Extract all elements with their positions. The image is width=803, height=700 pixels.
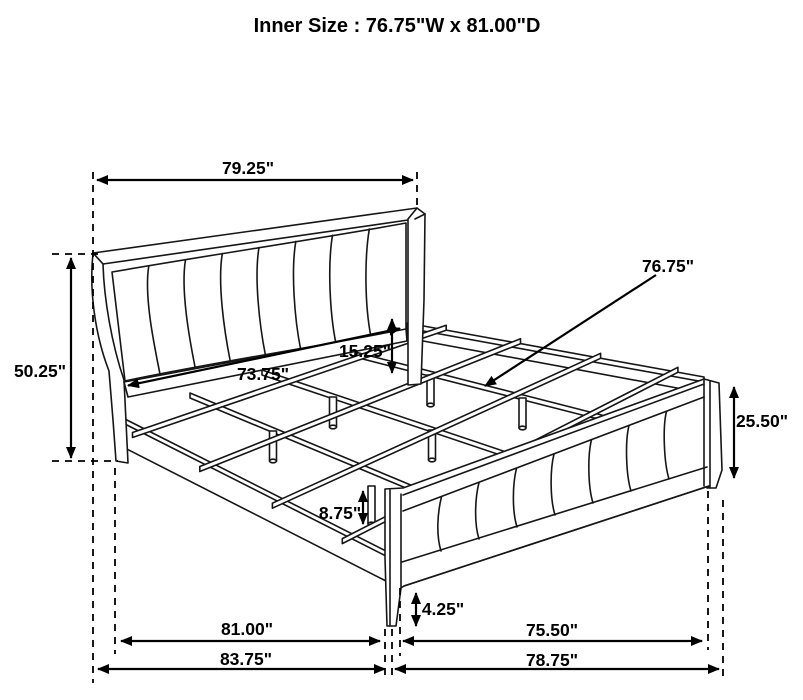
slat-leg-foot	[330, 425, 337, 429]
headboard-right-post	[408, 208, 425, 385]
slat-leg-foot	[270, 459, 277, 463]
dim-label-footboard-height: 25.50"	[735, 411, 789, 431]
dim-label-footboard-leg-height: 4.25"	[421, 599, 465, 619]
dim-label-headboard-width: 79.25"	[221, 158, 275, 178]
dim-label-headboard-height: 50.25"	[13, 361, 67, 381]
slat-leg-foot	[427, 403, 434, 407]
dim-label-headboard-inner-width: 73.75"	[236, 364, 290, 384]
dim-label-inner-slat-width: 76.75"	[641, 256, 695, 276]
diagram-title: Inner Size : 76.75"W x 81.00"D	[253, 15, 541, 37]
dim-label-overall-length: 83.75"	[219, 649, 273, 669]
dim-label-panel-gap: 15.25"	[338, 341, 392, 361]
bed-frame-drawing	[92, 208, 722, 626]
dim-label-slat-leg-height: 8.75"	[318, 503, 362, 523]
slat-leg	[519, 398, 526, 428]
slat-leg-foot	[429, 458, 436, 462]
slat-leg-measured	[368, 486, 375, 524]
dim-label-footboard-inner-width: 75.50"	[525, 620, 579, 640]
side-rail-front-top-face	[117, 420, 386, 556]
footboard	[385, 379, 722, 626]
footboard-silhouette	[385, 379, 722, 626]
dim-label-rail-inner-length: 81.00"	[220, 619, 274, 639]
slat-leg-foot	[519, 426, 526, 430]
dim-label-footboard-width: 78.75"	[525, 650, 579, 670]
